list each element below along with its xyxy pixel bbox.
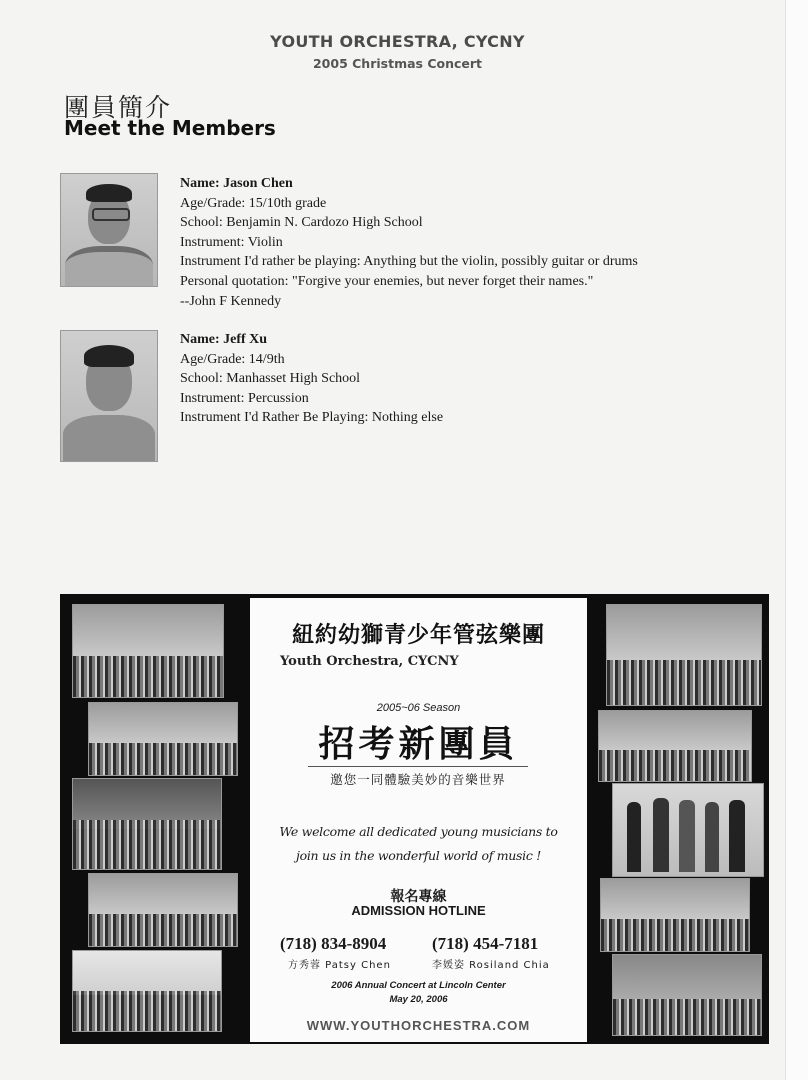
- orchestra-photo: [598, 710, 752, 782]
- welcome-line: join us in the wonderful world of music !: [296, 848, 541, 863]
- member-quotation-author: --John F Kennedy: [180, 293, 282, 309]
- section-title-chinese: 團員簡介: [64, 93, 173, 122]
- member-age-grade: Age/Grade: 15/10th grade: [180, 195, 327, 211]
- hotline-heading-english: ADMISSION HOTLINE: [351, 903, 486, 918]
- member-rather-instrument: Instrument I'd Rather Be Playing: Nothing else: [180, 410, 444, 426]
- website-url: WWW.YOUTHORCHESTRA.COM: [306, 1018, 531, 1033]
- member-card-jason-chen: [180, 174, 638, 311]
- orchestra-photo: [600, 878, 750, 952]
- contact-name: 方秀蓉 Patsy Chen: [288, 960, 391, 971]
- member-name: Name: Jason Chen: [180, 176, 293, 191]
- member-instrument: Instrument: Violin: [180, 234, 283, 250]
- annual-concert-info: [250, 979, 587, 1007]
- page-edge: [785, 0, 808, 1080]
- concert-line: May 20, 2006: [389, 994, 448, 1005]
- hotline-heading-chinese: 報名專線: [390, 889, 447, 905]
- header-title: YOUTH ORCHESTRA, CYCNY: [270, 32, 525, 51]
- member-card-jeff-xu: [180, 330, 443, 428]
- recruitment-flyer: [250, 598, 587, 1042]
- member-photo-jeff-xu: [60, 330, 158, 462]
- flyer-invitation: 邀您一同體驗美妙的音樂世界: [308, 766, 528, 788]
- flyer-recruit-heading: 招考新團員: [318, 723, 519, 765]
- orchestra-photo: [612, 954, 762, 1036]
- member-instrument: Instrument: Percussion: [180, 390, 309, 406]
- soloists-photo: [612, 783, 764, 877]
- flyer-welcome-text: [250, 820, 587, 868]
- member-rather-instrument: Instrument I'd rather be playing: Anything but the violin, possibly guitar or drums: [180, 254, 638, 270]
- welcome-line: We welcome all dedicated young musicians to: [279, 824, 558, 839]
- member-age-grade: Age/Grade: 14/9th: [180, 351, 285, 367]
- contact-phone: (718) 454-7181: [432, 934, 539, 953]
- orchestra-photo: [606, 604, 762, 706]
- contact-name: 李媛姿 Rosiland Chia: [432, 960, 550, 971]
- contact-phone: (718) 834-8904: [280, 934, 387, 953]
- member-photo-jason-chen: [60, 173, 158, 287]
- flyer-title-english: Youth Orchestra, CYCNY: [280, 654, 459, 669]
- member-name: Name: Jeff Xu: [180, 332, 268, 347]
- flyer-season: 2005~06 Season: [376, 702, 461, 714]
- concert-line: 2006 Annual Concert at Lincoln Center: [331, 980, 506, 991]
- member-quotation: Personal quotation: "Forgive your enemies, but never forget their names.": [180, 273, 594, 289]
- flyer-title-chinese: 紐約幼獅青少年管弦樂團: [291, 623, 545, 648]
- orchestra-photo: [88, 702, 238, 776]
- performance-photo: [72, 950, 222, 1032]
- choir-photo: [72, 778, 222, 870]
- member-school: School: Benjamin N. Cardozo High School: [180, 215, 423, 231]
- orchestra-photo: [88, 873, 238, 947]
- header-subtitle: 2005 Christmas Concert: [312, 56, 483, 71]
- orchestra-photo: [72, 604, 224, 698]
- section-title-english: Meet the Members: [64, 116, 276, 140]
- member-school: School: Manhasset High School: [180, 371, 361, 387]
